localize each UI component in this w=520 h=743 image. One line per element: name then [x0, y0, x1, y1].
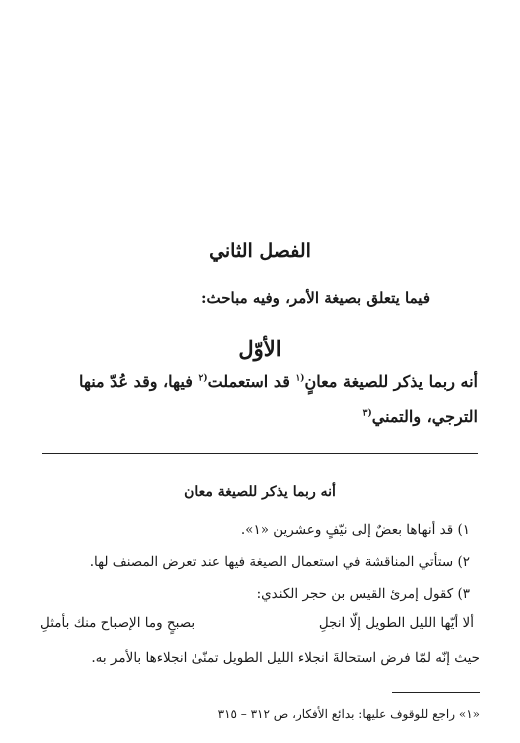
footnote-marker-1: (١ — [295, 373, 305, 384]
footnote-marker-3: (٣ — [362, 408, 372, 419]
notes-title: أنه ربما يذكر للصيغة معان — [184, 484, 336, 500]
body-line-2-text: الترجي، والتمني — [371, 407, 478, 426]
note-4: حيث إنّه لمّا فرض استحالةَ انجلاء الليل الطويل تمنّىٰ انجلاءها بالأمر به. — [91, 650, 480, 666]
body-line-1-mid: قد استعملت — [207, 372, 296, 391]
section-title: الأوّل — [238, 336, 282, 361]
body-line-1 — [79, 372, 478, 391]
chapter-title: الفصل الثاني — [209, 240, 311, 262]
footnote-divider — [392, 692, 480, 693]
footnote-marker-2: (٢ — [198, 373, 208, 384]
note-1: ١) قد أنهاها بعضٌ إلى نيّفٍ وعشرين «١». — [240, 522, 470, 538]
footnote: «١» راجع للوقوف عليها: بدائع الأفكار، ص ٣١٢ – ٣١٥ — [217, 707, 480, 721]
note-2: ٢) ستأتي المناقشة في استعمال الصيغة فيها عند تعرض المصنف لها. — [89, 554, 470, 570]
body-line-2 — [363, 407, 478, 426]
main-divider — [42, 453, 478, 454]
body-line-1-end: فيها، وقد عُدّ منها — [78, 372, 199, 391]
verse-first-hemistich: ألا أيّها الليل الطويل إلّا انجلِ — [318, 615, 474, 631]
chapter-subtitle: فيما يتعلق بصيغة الأمر، وفيه مباحث: — [201, 289, 430, 307]
body-line-1-text: أنه ربما يذكر للصيغة معانٍ — [304, 372, 478, 391]
verse-second-hemistich: بصبحٍ وما الإصباح منك بأمثلِ — [40, 615, 196, 631]
note-3: ٣) كقول إمرئ القيس بن حجر الكندي: — [256, 586, 470, 602]
